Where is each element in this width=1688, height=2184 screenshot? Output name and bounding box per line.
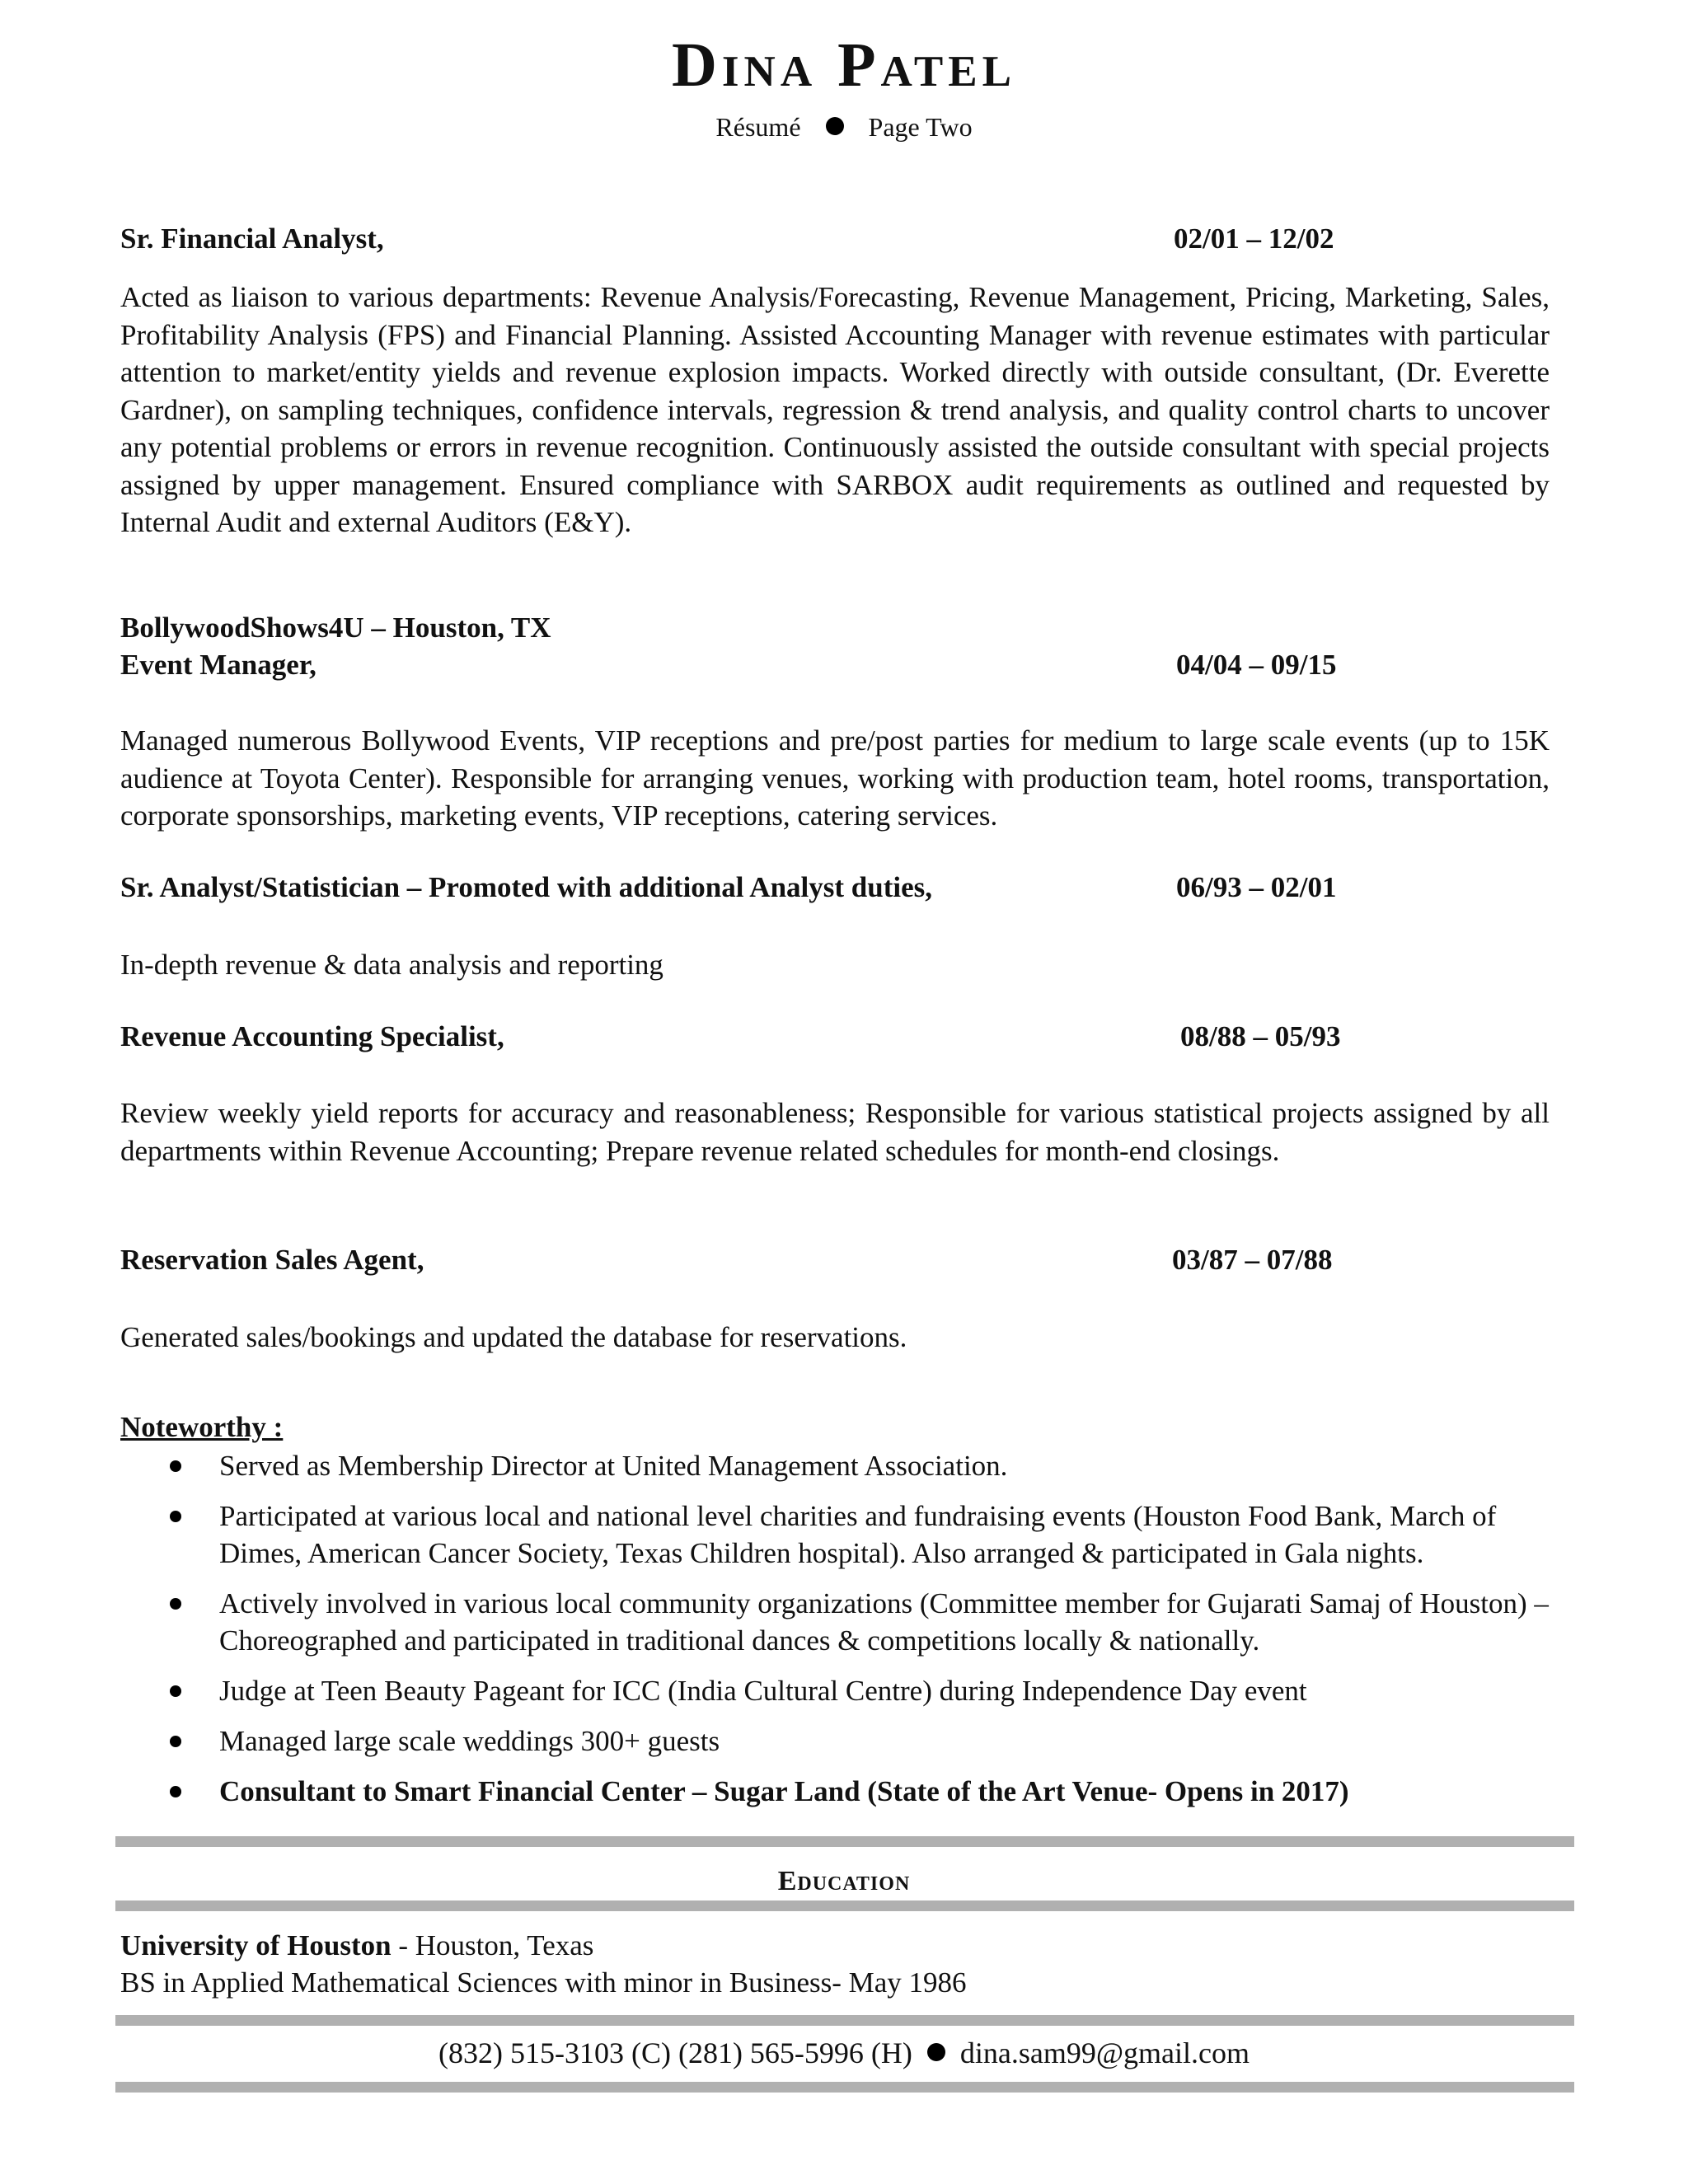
bullet-dot-icon	[927, 2043, 945, 2061]
resume-header	[0, 31, 1688, 143]
subtitle-resume: Résumé	[715, 111, 801, 142]
noteworthy-heading: Noteworthy :	[120, 1411, 284, 1443]
list-item-text: Served as Membership Director at United Management Association.	[219, 1450, 1008, 1482]
school-name: University of Houston	[120, 1929, 392, 1961]
divider	[115, 2082, 1574, 2093]
subtitle-page: Page Two	[868, 111, 973, 142]
job-title-4: Revenue Accounting Specialist,	[120, 1020, 504, 1052]
job-description-1: Acted as liaison to various departments: Revenue Analysis/Forecasting, Revenue Management, Pricing, Marketing, Sales, Profitability Analysis (FPS) and Financial Planning. Assisted Accounting Manager with revenue estimates with particular attention to market/entity yields and revenue explosion impacts. Worked directly with outside consultant, (Dr. Everette Gardner), on sampling techniques, confidence intervals, regression & trend analysis, and quality control charts to uncover any potential problems or errors in revenue recognition. Continuously assisted the outside consultant with special projects assigned by upper management. Ensured compliance with SARBOX audit requirements as outlined and requested by Internal Audit and external Auditors (E&Y).	[120, 281, 1550, 538]
contact-line	[0, 2036, 1688, 2070]
email-link[interactable]: dina.sam99@gmail.com	[959, 2036, 1250, 2069]
bullet-icon	[170, 1685, 181, 1697]
job-dates-1: 02/01 – 12/02	[1174, 223, 1334, 255]
job-description-3: In-depth revenue & data analysis and reporting	[120, 949, 663, 981]
job-dates-2: 04/04 – 09/15	[1176, 649, 1337, 681]
job-dates-3: 06/93 – 02/01	[1176, 871, 1337, 903]
bullet-icon	[170, 1511, 181, 1522]
phone-numbers: (832) 515-3103 (C) (281) 565-5996 (H)	[438, 2036, 912, 2069]
bullet-dot-icon	[826, 117, 844, 135]
list-item-text: Judge at Teen Beauty Pageant for ICC (India Cultural Centre) during Independence Day event	[219, 1675, 1307, 1707]
degree: BS in Applied Mathematical Sciences with minor in Business- May 1986	[120, 1966, 967, 1999]
job-title-5: Reservation Sales Agent,	[120, 1244, 424, 1276]
divider	[115, 1836, 1574, 1847]
school-location: - Houston, Texas	[398, 1929, 594, 1961]
noteworthy-list	[120, 1447, 1550, 1823]
list-item-text: Managed large scale weddings 300+ guests	[219, 1725, 720, 1757]
list-item-text: Actively involved in various local community organizations (Committee member for Gujarati Samaj of Houston) – Choreographed and participated in traditional dances & competitions locally & nationally.	[219, 1587, 1549, 1657]
bullet-icon	[170, 1736, 181, 1747]
list-item	[120, 1773, 1550, 1810]
list-item	[120, 1672, 1550, 1709]
bullet-icon	[170, 1598, 181, 1610]
page-subtitle	[0, 112, 1688, 143]
job-title-1: Sr. Financial Analyst,	[120, 223, 384, 255]
list-item-text: Consultant to Smart Financial Center – Sugar Land (State of the Art Venue- Opens in 2017)	[219, 1775, 1349, 1807]
list-item	[120, 1585, 1550, 1659]
bullet-icon	[170, 1460, 181, 1472]
education-entry	[120, 1927, 967, 2001]
education-heading: Education	[777, 1866, 911, 1896]
list-item	[120, 1497, 1550, 1572]
list-item	[120, 1447, 1550, 1484]
job-title-3: Sr. Analyst/Statistician – Promoted with additional Analyst duties,	[120, 871, 933, 903]
list-item	[120, 1722, 1550, 1760]
divider	[115, 2015, 1574, 2026]
bullet-icon	[170, 1786, 181, 1797]
divider	[115, 1900, 1574, 1911]
job-dates-5: 03/87 – 07/88	[1172, 1244, 1333, 1276]
company-name-2: BollywoodShows4U – Houston, TX	[120, 612, 551, 644]
job-description-5: Generated sales/bookings and updated the database for reservations.	[120, 1321, 907, 1353]
list-item-text: Participated at various local and national level charities and fundraising events (Houston Food Bank, March of Dimes, American Cancer Society, Texas Children hospital). Also arranged & participated in Gala nights.	[219, 1500, 1497, 1569]
job-title-2: Event Manager,	[120, 649, 316, 681]
job-description-4: Review weekly yield reports for accuracy and reasonableness; Responsible for various statistical projects assigned by all departments within Revenue Accounting; Prepare revenue related schedules for month-end closings.	[120, 1097, 1550, 1167]
job-dates-4: 08/88 – 05/93	[1180, 1020, 1341, 1052]
job-description-2: Managed numerous Bollywood Events, VIP receptions and pre/post parties for medium to large scale events (up to 15K audience at Toyota Center). Responsible for arranging venues, working with production team, hotel rooms, transportation, corporate sponsorships, marketing events, VIP receptions, catering services.	[120, 724, 1550, 832]
candidate-name: Dina Patel	[672, 30, 1016, 100]
